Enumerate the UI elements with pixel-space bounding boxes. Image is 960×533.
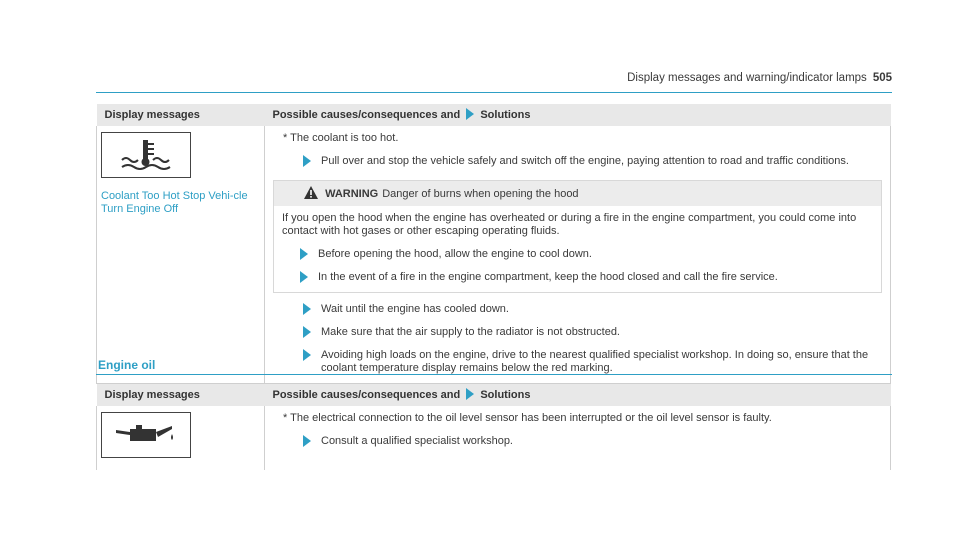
play-arrow-icon xyxy=(303,326,311,338)
engine-oil-table xyxy=(96,384,891,470)
display-message-text: Coolant Too Hot Stop Vehi-cle Turn Engine Off xyxy=(101,190,248,215)
warning-triangle-icon xyxy=(304,186,318,199)
display-message-cell xyxy=(97,406,265,470)
step-item xyxy=(273,303,882,316)
col-header-display-messages: Display messages xyxy=(97,104,265,126)
step-text: Consult a qualified specialist workshop. xyxy=(321,435,513,447)
play-arrow-icon xyxy=(466,388,474,400)
step-text: Make sure that the air supply to the radiator is not obstructed. xyxy=(321,326,620,338)
section-rule xyxy=(96,374,892,375)
cause-text: * The electrical connection to the oil level sensor has been interrupted or the oil level sensor is faulty. xyxy=(283,412,772,424)
step-item xyxy=(273,155,882,168)
display-message-cell xyxy=(97,126,265,384)
step-text: Avoiding high loads on the engine, drive to the nearest qualified specialist workshop. In doing so, ensure that the coolant temperature display remains below the red marking. xyxy=(321,349,869,374)
coolant-table xyxy=(96,104,891,384)
causes-solutions-cell xyxy=(265,406,891,470)
col-header-display-messages: Display messages xyxy=(97,384,265,406)
warning-box xyxy=(273,180,882,293)
section-title-engine-oil: Engine oil xyxy=(98,358,156,372)
step-item xyxy=(273,326,882,339)
play-arrow-icon xyxy=(466,108,474,120)
cause-text: * The coolant is too hot. xyxy=(283,132,399,144)
step-text: Wait until the engine has cooled down. xyxy=(321,303,509,315)
warning-step-text: Before opening the hood, allow the engine to cool down. xyxy=(318,248,592,260)
col-header-causes-text: Possible causes/consequences and xyxy=(272,389,461,401)
step-item xyxy=(273,435,882,448)
coolant-temperature-icon xyxy=(101,132,191,178)
col-header-causes-text: Possible causes/consequences and xyxy=(272,109,461,121)
page-number: 505 xyxy=(872,72,892,84)
oil-can-icon xyxy=(101,412,191,458)
warning-header xyxy=(274,181,881,206)
running-head xyxy=(627,72,892,84)
play-arrow-icon xyxy=(303,349,311,361)
step-item xyxy=(273,349,882,375)
play-arrow-icon xyxy=(300,248,308,260)
col-header-solutions-text: Solutions xyxy=(480,389,531,401)
col-header-causes xyxy=(265,384,891,406)
play-arrow-icon xyxy=(303,435,311,447)
play-arrow-icon xyxy=(303,303,311,315)
col-header-causes xyxy=(265,104,891,126)
warning-step-text: In the event of a fire in the engine compartment, keep the hood closed and call the fire service. xyxy=(318,271,778,283)
warning-step-item xyxy=(282,248,873,261)
running-head-title: Display messages and warning/indicator lamps xyxy=(627,72,867,84)
warning-body-text: If you open the hood when the engine has overheated or during a fire in the engine compartment, you could come into contact with hot gases or other escaping operating fluids. xyxy=(282,212,857,237)
play-arrow-icon xyxy=(303,155,311,167)
causes-solutions-cell xyxy=(265,126,891,384)
step-text: Pull over and stop the vehicle safely and switch off the engine, paying attention to road and traffic conditions. xyxy=(321,155,849,167)
header-rule xyxy=(96,92,892,93)
warning-heading: Danger of burns when opening the hood xyxy=(382,188,579,200)
play-arrow-icon xyxy=(300,271,308,283)
col-header-solutions-text: Solutions xyxy=(480,109,531,121)
warning-body xyxy=(274,206,881,292)
warning-step-item xyxy=(282,271,873,284)
warning-title: WARNING xyxy=(325,188,379,200)
